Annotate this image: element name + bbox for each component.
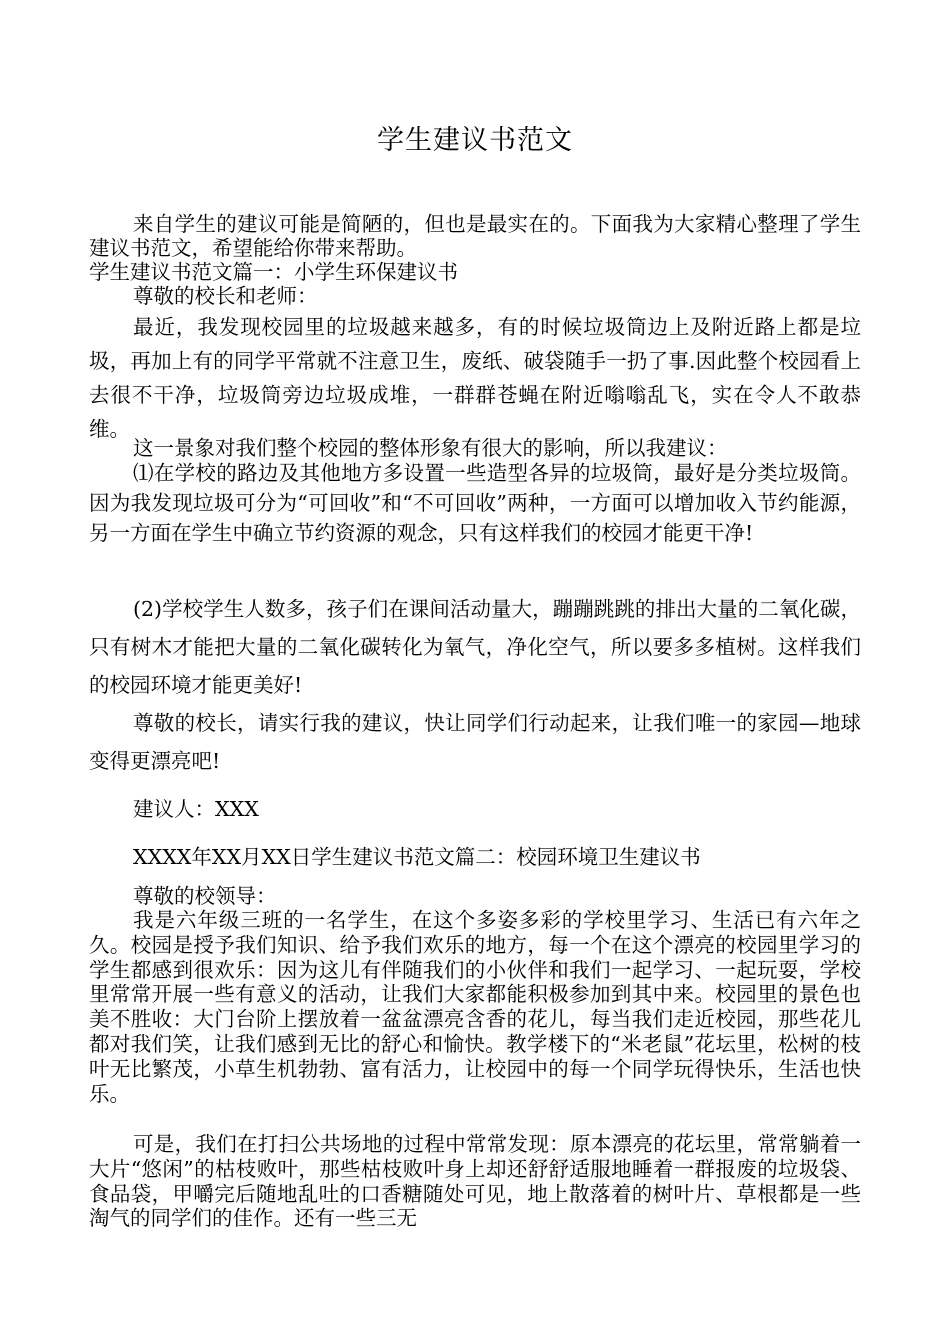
salutation-1: 尊敬的校长和老师： <box>133 284 318 308</box>
suggestion-1-paragraph: ⑴在学校的路边及其他地方多设置一些造型各异的垃圾筒，最好是分类垃圾筒。因为我发现垃圾可分为“可回收”和“不可回收”两种，一方面可以增加收入节约能源，另一方面在学生中确立节约资源的观念，只有这样我们的校园才能更干净! <box>89 461 861 545</box>
closing-paragraph: 尊敬的校长，请实行我的建议，快让同学们行动起来，让我们唯一的家园—地球变得更漂亮吧! <box>89 711 861 773</box>
intro-paragraph: 来自学生的建议可能是简陋的，但也是最实在的。下面我为大家精心整理了学生建议书范文，希望能给你带来帮助。 <box>89 212 861 260</box>
body-paragraph: 我是六年级三班的一名学生，在这个多姿多彩的学校里学习、生活已有六年之久。校园是授予我们知识、给予我们欢乐的地方，每一个在这个漂亮的校园里学习的学生都感到很欢乐：因为这儿有伴随我们的小伙伴和我们一起学习、一起玩耍，学校里常常开展一些有意义的活动，让我们大家都能积极参加到其中来。校园里的景色也美不胜收：大门台阶上摆放着一盆盆漂亮含香的花儿，每当我们走近校园，那些花儿都对我们笑，让我们感到无比的舒心和愉快。教学楼下的“米老鼠”花坛里，松树的枝叶无比繁茂，小草生机勃勃、富有活力，让校园中的每一个同学玩得快乐，生活也快乐。 <box>89 908 861 1106</box>
signature-line: 建议人：XXX <box>133 797 259 821</box>
salutation-2: 尊敬的校领导： <box>133 884 277 908</box>
section-heading-1: 学生建议书范文篇一：小学生环保建议书 <box>89 260 458 284</box>
body-paragraph: 这一景象对我们整个校园的整体形象有很大的影响，所以我建议： <box>133 436 728 460</box>
body-paragraph: 可是，我们在打扫公共场地的过程中常常发现：原本漂亮的花坛里，常常躺着一大片“悠闲”的枯枝败叶，那些枯枝败叶身上却还舒舒适服地睡着一群报废的垃圾袋、食品袋，甲嚼完后随地乱吐的口香糖随处可见，地上散落着的树叶片、草根都是一些淘气的同学们的佳作。还有一些三无 <box>89 1132 861 1231</box>
date-and-section-heading-2: XXXX年XX月XX日学生建议书范文篇二：校园环境卫生建议书 <box>133 845 701 869</box>
suggestion-2-paragraph: (2)学校学生人数多，孩子们在课间活动量大，蹦蹦跳跳的排出大量的二氧化碳，只有树木才能把大量的二氧化碳转化为氧气，净化空气，所以要多多植树。这样我们的校园环境才能更美好! <box>89 597 861 697</box>
body-paragraph: 最近，我发现校园里的垃圾越来越多，有的时候垃圾筒边上及附近路上都是垃圾，再加上有的同学平常就不注意卫生，废纸、破袋随手一扔了事.因此整个校园看上去很不干净，垃圾筒旁边垃圾成堆，一群群苍蝇在附近嗡嗡乱飞，实在令人不敢恭维。 <box>89 315 861 441</box>
document-title: 学生建议书范文 <box>377 125 573 156</box>
